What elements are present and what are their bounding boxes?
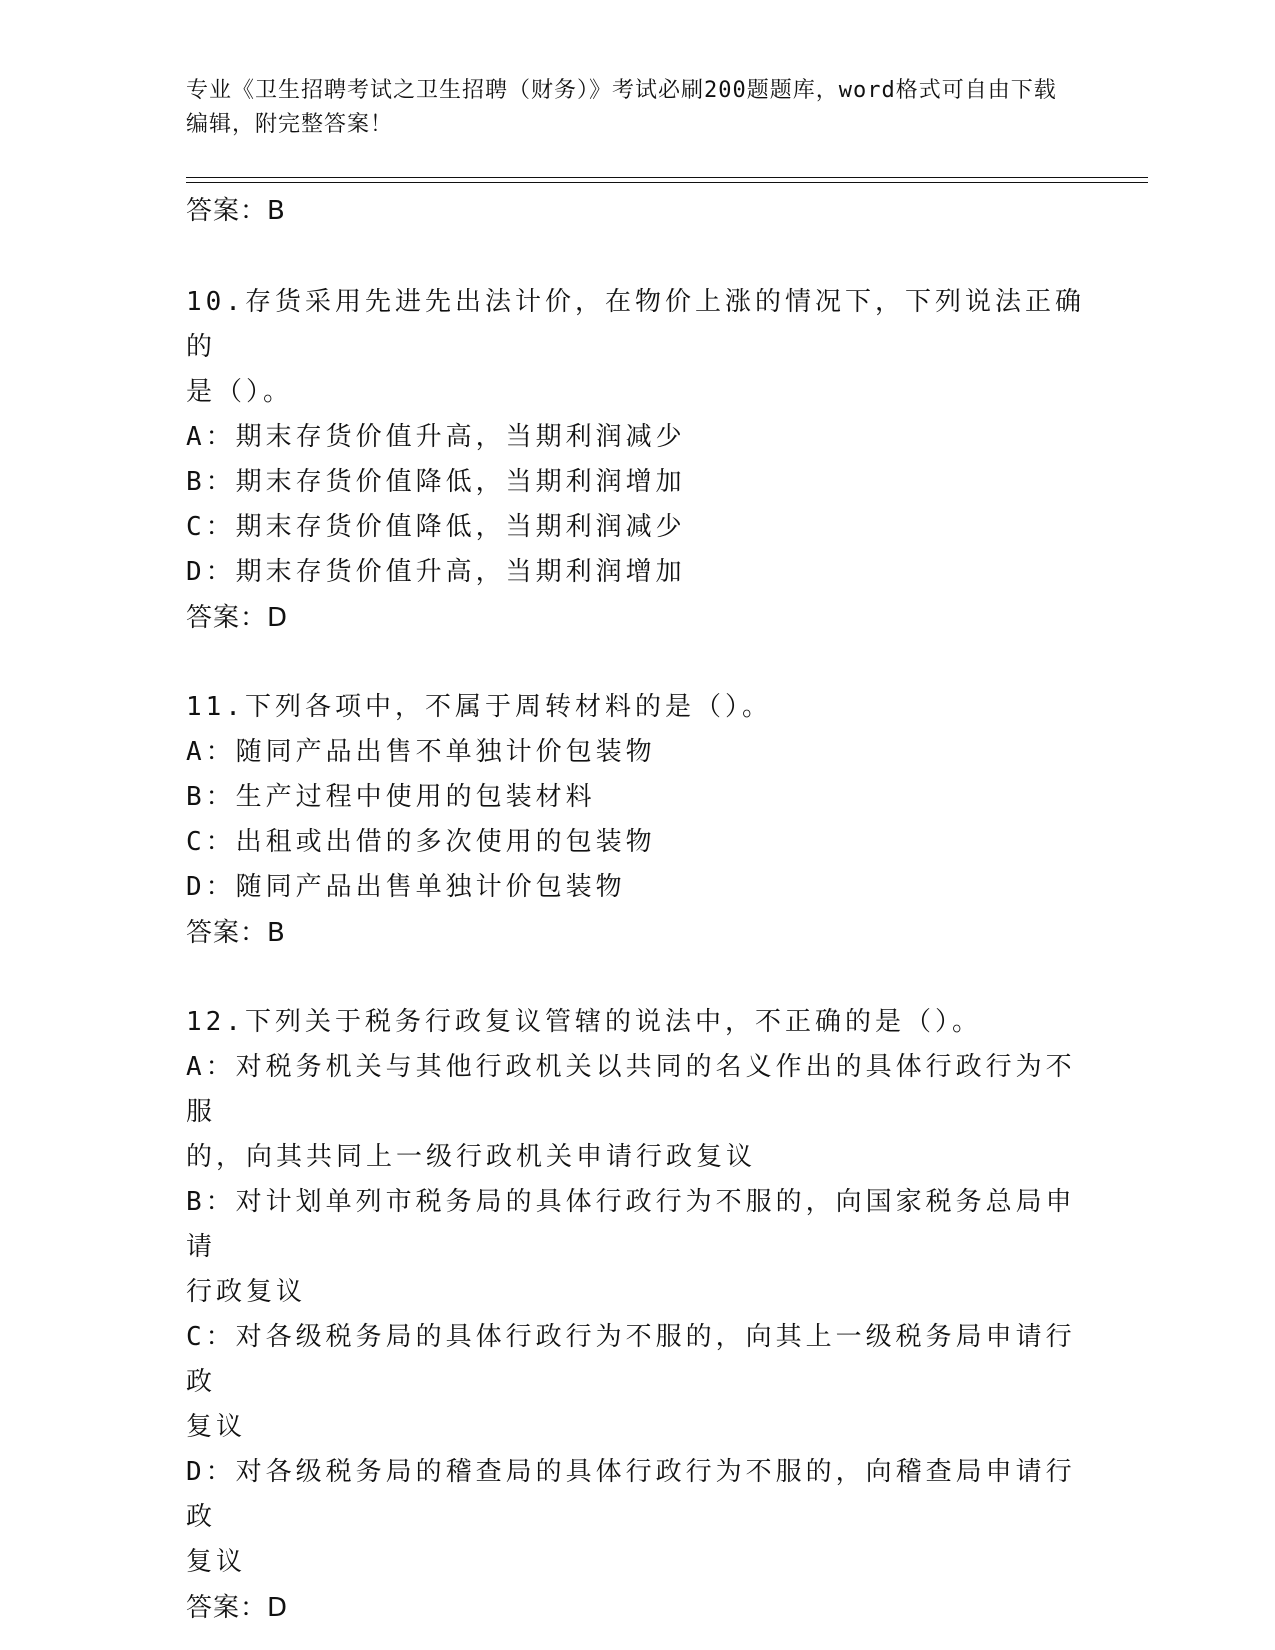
option-c: C：对各级税务局的具体行政行为不服的，向其上一级税务局申请行政 xyxy=(186,1322,1076,1397)
option-a-continued: 的，向其共同上一级行政机关申请行政复议 xyxy=(186,1142,757,1172)
answer: 答案：D xyxy=(186,1593,289,1623)
answer: 答案：B xyxy=(186,918,286,948)
question-stem-line: 是（）。 xyxy=(186,377,294,407)
option-d-continued: 复议 xyxy=(186,1547,247,1577)
question-content xyxy=(186,186,1086,1631)
option-c-continued: 复议 xyxy=(186,1412,247,1442)
option-a: A：对税务机关与其他行政机关以共同的名义作出的具体行政行为不服 xyxy=(186,1052,1076,1127)
option-a: A：期末存货价值升高，当期利润减少 xyxy=(186,422,686,452)
header-rule-bottom xyxy=(186,182,1148,183)
question-stem-line: 11.下列各项中，不属于周转材料的是（）。 xyxy=(186,692,772,722)
option-a: A：随同产品出售不单独计价包装物 xyxy=(186,737,656,767)
header-rule-top xyxy=(186,177,1148,178)
option-b-continued: 行政复议 xyxy=(186,1277,307,1307)
option-b: B：期末存货价值降低，当期利润增加 xyxy=(186,467,686,497)
option-d: D：期末存货价值升高，当期利润增加 xyxy=(186,557,686,587)
previous-answer: 答案：B xyxy=(186,196,286,226)
question-12 xyxy=(186,1000,1086,1631)
question-stem-line: 12.下列关于税务行政复议管辖的说法中，不正确的是（）。 xyxy=(186,1007,982,1037)
answer: 答案：D xyxy=(186,603,289,633)
option-c: C：期末存货价值降低，当期利润减少 xyxy=(186,512,686,542)
option-d: D：对各级税务局的稽查局的具体行政行为不服的，向稽查局申请行政 xyxy=(186,1457,1076,1532)
question-10 xyxy=(186,280,1086,641)
option-b: B：对计划单列市税务局的具体行政行为不服的，向国家税务总局申请 xyxy=(186,1187,1076,1262)
question-stem-line: 10.存货采用先进先出法计价，在物价上涨的情况下，下列说法正确的 xyxy=(186,287,1085,362)
option-d: D：随同产品出售单独计价包装物 xyxy=(186,872,626,902)
option-c: C：出租或出借的多次使用的包装物 xyxy=(186,827,656,857)
document-header: 专业《卫生招聘考试之卫生招聘（财务）》考试必刷200题题库，word格式可自由下载编辑，附完整答案！ xyxy=(186,78,1057,137)
question-11 xyxy=(186,685,1086,956)
option-b: B：生产过程中使用的包装材料 xyxy=(186,782,596,812)
